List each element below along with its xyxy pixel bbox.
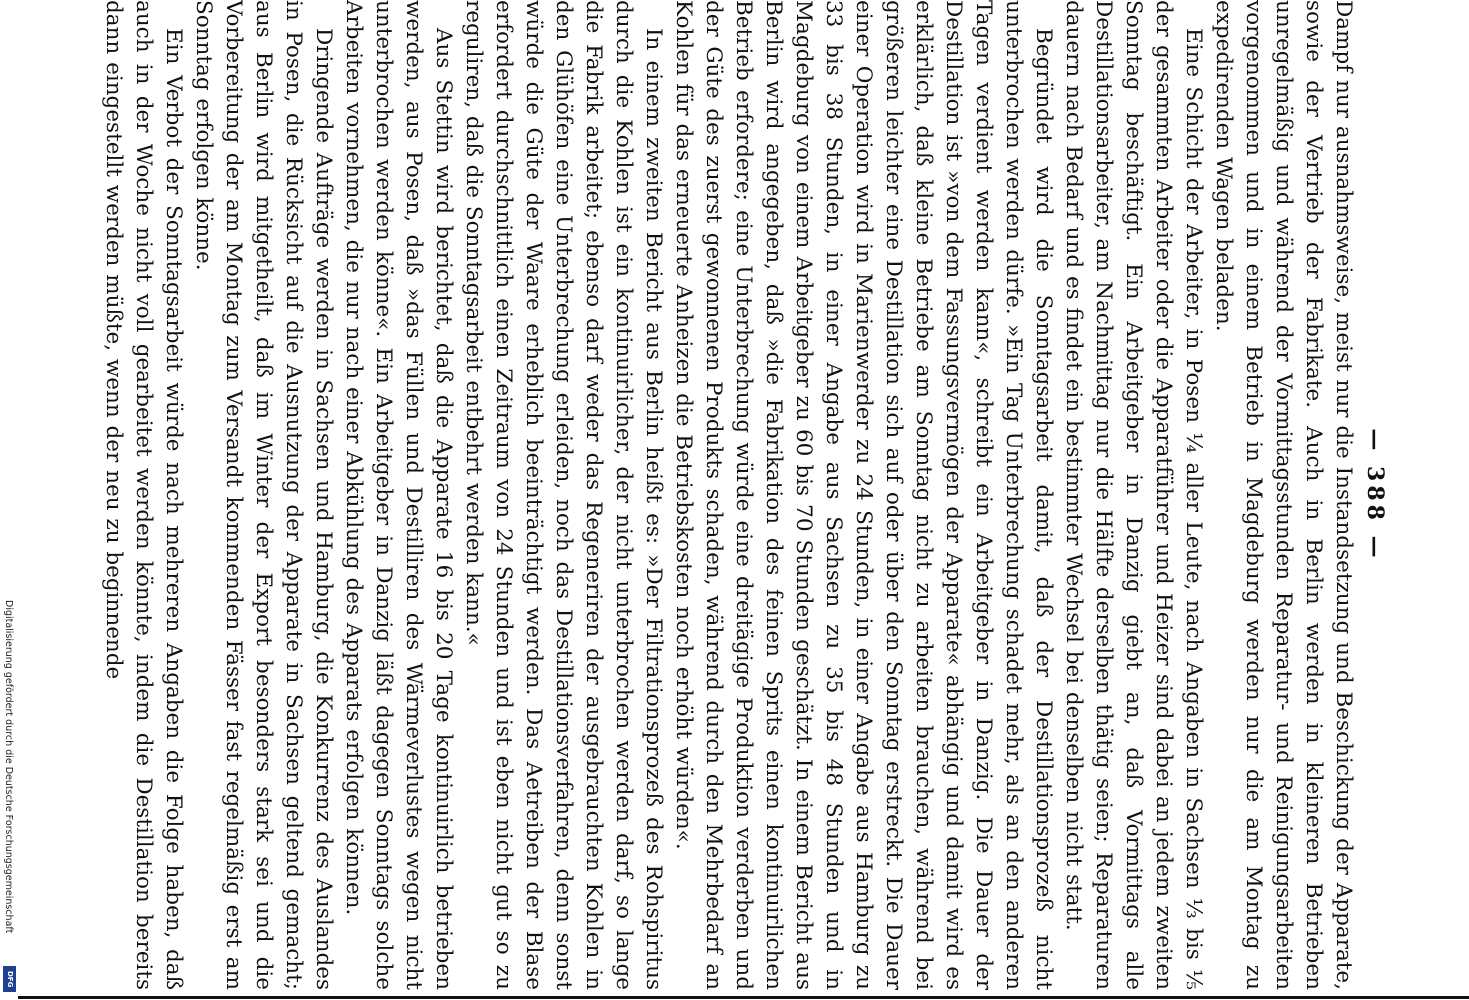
page-number: — 388 — [1362,428,1388,562]
paragraph: Ein Verbot der Sonntagsarbeit würde nach mehreren Angaben die Folge haben, daß auch in der Woche nicht voll gearbeitet werden könnte, indem die Destillation bereits dann eingestellt werden müßte, wenn der neu zu beginnende [101,0,186,990]
paragraph: Aus Stettin wird berichtet, daß die Apparate 16 bis 20 Tage kontinuirlich betrieben werden, aus Posen, daß »das Füllen und Destilliren des Wärmeverlustes wegen nicht unterbrochen werden könne«. Ein Arbeitgeber in Danzig läßt dagegen Sonntags solche Arbeiten vornehmen, die nur nach einer Abkühlung des Apparats erfolgen können. [341,0,456,990]
paragraph: Eine Schicht der Arbeiter, in Posen ¼ aller Leute, nach Angaben in Sachsen ⅓ bis ⅕ der gesammten Arbeiter oder die Apparatführer und Heizer sind dabei an jedem zweiten Sonntag beschäftigt. Ein Arbeitgeber in Danzig giebt an, daß Vormittags alle Destillationsarbeiter, am Nachmittag nur die Hälfte derselben thätig seien; Reparaturen dauern nach Bedarf und es findet ein bestimmter Wechsel bei denselben nicht statt. [1061,0,1206,990]
digitization-credit: Digitalisierung gefördert durch die Deutsche Forschungsgemeinschaft [3,600,14,934]
paragraph: Begründet wird die Sonntagsarbeit damit, daß der Destillationsprozeß nicht unterbrochen werden dürfe. »Ein Tag Unterbrechung schadet mehr, als an den anderen Tagen verdient werden kann«, schreibt ein Arbeitgeber in Danzig. Die Dauer der Destillation ist »von dem Fassungsvermögen der Apparate« abhängig und damit wird es erklärlich, daß kleine Betriebe am Sonntag nicht zu arbeiten brauchen, während bei größeren leichter eine Destillation sich auf oder über den Sonntag erstreckt. Die Dauer einer Operation wird in Marienwerder zu 24 Stunden, in einer Angabe aus Hamburg zu 33 bis 38 Stunden, in einer Angabe aus Sachsen zu 35 bis 48 Stunden und in Magdeburg von einem Arbeitgeber zu 60 bis 70 Stunden geschätzt. In einem Bericht aus Berlin wird angegeben, daß »die Fabrikation des feinen Sprits einen kontinuirlichen Betrieb erfordere; eine Unterbrechung würde eine dreitägige Produktion verderben und der Güte des zuerst gewonnenen Produkts schaden, während durch den Mehrbedarf an Kohlen für das erneuerte Anheizen die Betriebskosten noch erhöht würden«. [671,0,1056,990]
body-text [98,0,1358,990]
credit-strip [2,0,16,1000]
page-edge-line [18,996,1469,999]
dfg-logo: DFG [3,966,16,992]
paragraph: Dringende Aufträge werden in Sachsen und Hamburg, die Konkurrenz des Auslandes in Posen, die Rücksicht auf die Ausnutzung der Apparate in Sachsen geltend gemacht; aus Berlin wird mitgetheilt, daß im Winter der Export besonders stark sei und die Vorbereitung der am Montag zum Versandt kommenden Fässer fast regelmäßig erst am Sonntag erfolgen könne. [191,0,336,990]
paragraph: In einem zweiten Bericht aus Berlin heißt es: »Der Filtrationsprozeß des Rohspiritus durch die Kohlen ist ein kontinuirlicher, der nicht unterbrochen werden darf, so lange die Fabrik arbeitet; ebenso darf weder das Regeneriren der ausgebrauchten Kohlen in den Glühöfen eine Unterbrechung erleiden, noch das Destillationsverfahren, denn sonst würde die Güte der Waare erheblich beeinträchtigt werden. Das Aetreiben der Blase erfordert durchschnittlich einen Zeitraum von 24 Stunden und ist eben nicht gut so zu reguliren, daß die Sonntagsarbeit entbehrt werden kann.« [461,0,666,990]
rotated-page-content [101,0,1400,990]
paragraph: Dampf nur ausnahmsweise, meist nur die Instandsetzung und Beschickung der Apparate, sowie der Vertrieb der Fabrikate. Auch in Berlin werden in kleineren Betrieben unregelmäßig und während der Vormittagsstunden Reparatur- und Reinigungsarbeiten vorgenommen und in einem Betrieb in Magdeburg werden nur die am Montag zu expedirenden Wagen beladen. [1211,0,1356,990]
